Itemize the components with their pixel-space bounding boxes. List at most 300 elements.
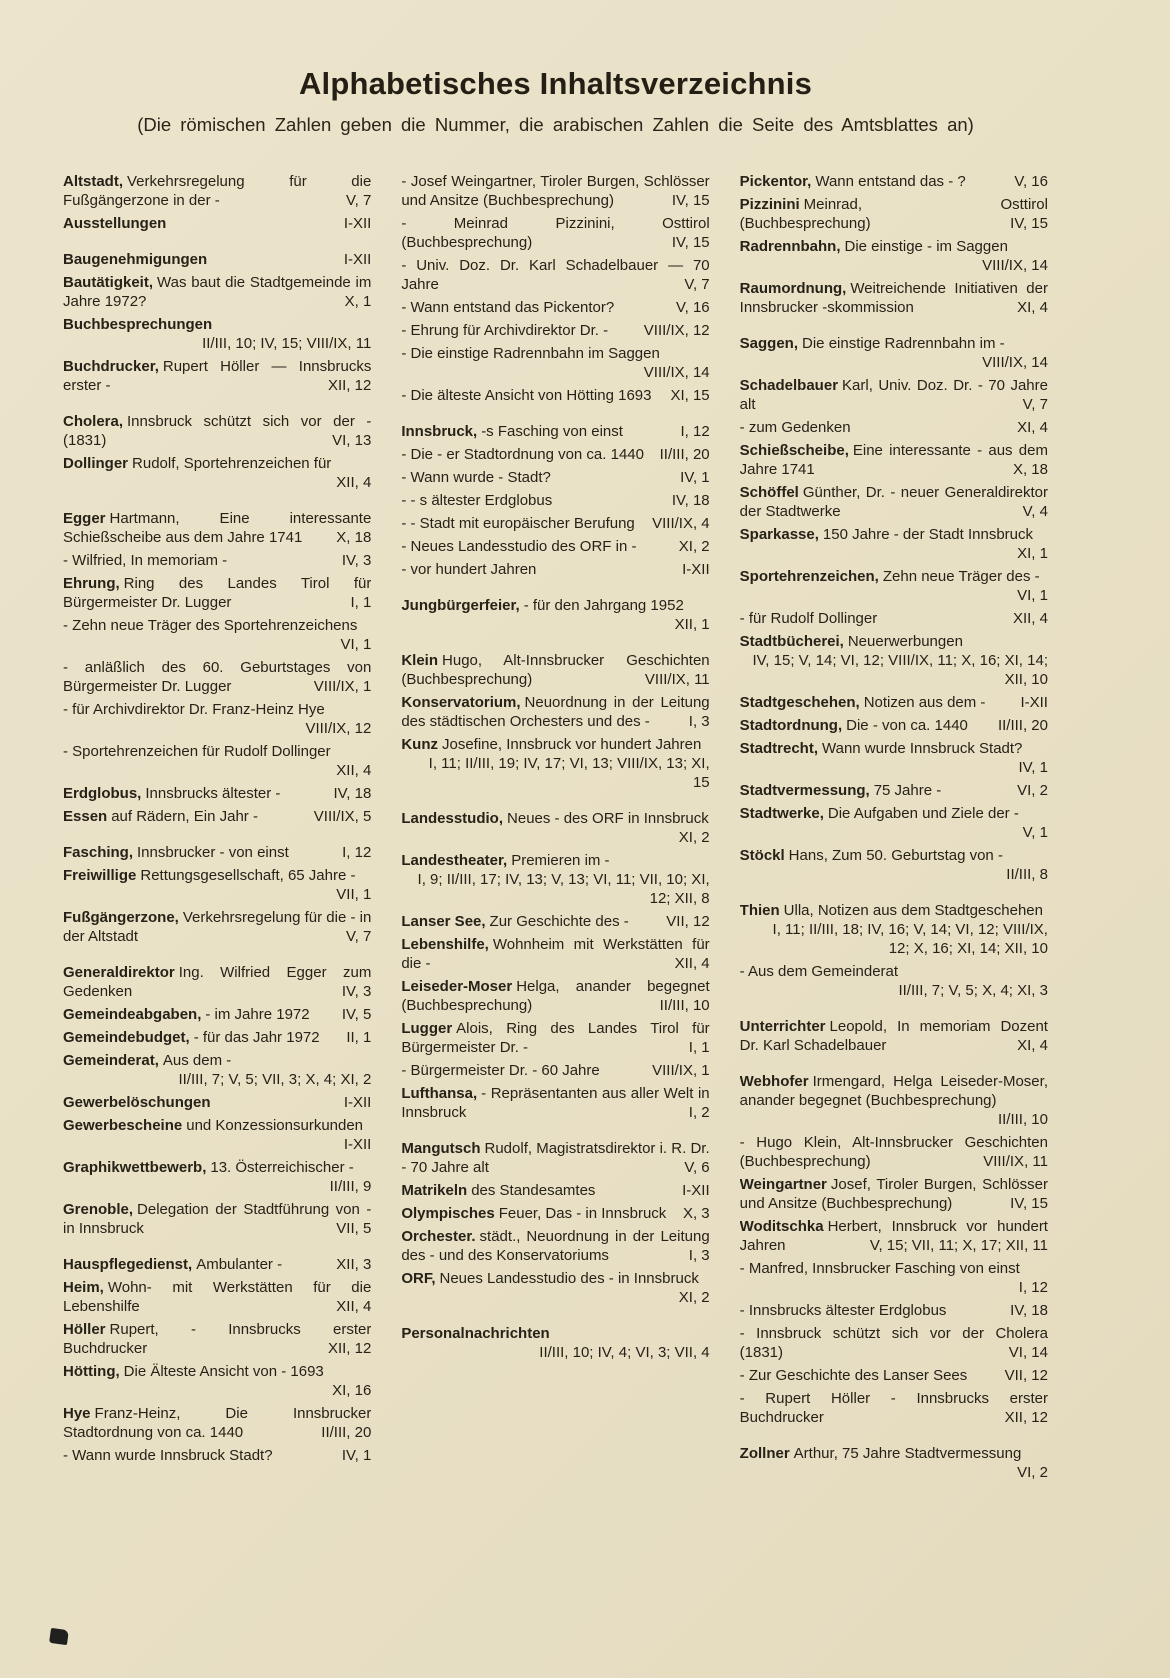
entry-text: - für Archivdirektor Dr. Franz-Heinz Hye (63, 701, 325, 718)
entry-ref: XII, 3 (336, 1256, 372, 1273)
entry-headword: Stadtordnung, (739, 717, 843, 734)
entry-headword: Egger (63, 510, 106, 527)
entry-text: Feuer, Das - in Innsbruck (498, 1205, 667, 1222)
index-entry (401, 651, 709, 689)
index-entry (401, 977, 709, 1015)
entry-ref: XI, 2 (678, 538, 710, 555)
entry-ref: X, 18 (336, 529, 372, 546)
index-entry (63, 616, 371, 654)
index-entry (401, 1019, 709, 1057)
entry-ref: V, 7 (684, 276, 710, 293)
entry-text: städt., Neuordnung in der Leitung des - und des Konservatoriums (401, 1228, 710, 1264)
entry-ref: VIII/IX, 1 (313, 678, 372, 695)
index-entry (740, 441, 1048, 479)
entry-ref: XI, 2 (678, 829, 710, 846)
index-entry (740, 1301, 1048, 1320)
entry-ref: I-XII (682, 561, 710, 578)
entry-ref: IV, 15 (1010, 215, 1048, 232)
entry-headword: Gewerbescheine (63, 1117, 183, 1134)
entry-ref: I, 9; II/III, 17; IV, 13; V, 13; VI, 11; VII, 10; XI, 12; XII, 8 (417, 871, 710, 907)
entry-ref: V, 6 (684, 1159, 710, 1176)
entry-headword: Erdglobus, (63, 785, 142, 802)
index-entry (63, 1362, 371, 1400)
entry-headword: Landestheater, (401, 852, 508, 869)
entry-headword: Bautätigkeit, (63, 274, 154, 291)
entry-headword: Hötting, (63, 1363, 120, 1380)
entry-ref: XII, 4 (1012, 610, 1048, 627)
entry-text: - Neues Landesstudio des ORF in - (401, 538, 637, 555)
index-entry (401, 537, 709, 556)
entry-headword: Stadtrecht, (739, 740, 819, 757)
entry-ref: V, 1 (1022, 824, 1048, 841)
entry-ref: XII, 4 (336, 474, 372, 491)
entry-text: Weitreichende Initiativen der Innsbrucker -skommission (739, 280, 1048, 316)
entry-text: Eine interessante - aus dem Jahre 1741 (739, 442, 1048, 478)
entry-text: - Wann wurde - Stadt? (401, 469, 551, 486)
entry-ref: I-XII (682, 1182, 710, 1199)
entry-text: Irmengard, Helga Leiseder-Moser, anander begegnet (Buchbesprechung) (739, 1073, 1048, 1109)
entry-text: - Die - er Stadtordnung von ca. 1440 (401, 446, 644, 463)
entry-text: Neues Landesstudio des - in Innsbruck (439, 1270, 699, 1287)
entry-ref: X, 3 (682, 1205, 710, 1222)
entry-headword: Hye (63, 1405, 91, 1422)
entry-text: - Zur Geschichte des Lanser Sees (739, 1367, 968, 1384)
entry-text: Wann entstand das - ? (815, 173, 966, 190)
entry-headword: Fasching, (63, 844, 134, 861)
entry-text: - Rupert Höller - Innsbrucks erster Buchdrucker (739, 1390, 1048, 1426)
entry-headword: Baugenehmigungen (63, 251, 208, 268)
entry-text: 75 Jahre - (873, 782, 942, 799)
index-entry (740, 716, 1048, 735)
entry-headword: Jungbürgerfeier, (401, 597, 520, 614)
entry-ref: XII, 4 (336, 1298, 372, 1315)
index-entry (401, 468, 709, 487)
index-entry (401, 214, 709, 252)
index-entry (63, 1278, 371, 1316)
entry-text: Rettungsgesellschaft, 65 Jahre - (140, 867, 356, 884)
entry-headword: Fußgängerzone, (63, 909, 179, 926)
entry-text: Premieren im - (511, 852, 610, 869)
entry-text: Verkehrsregelung für die Fußgängerzone in der - (63, 173, 372, 209)
entry-text: - Wilfried, In memoriam - (63, 552, 228, 569)
entry-text: auf Rädern, Ein Jahr - (111, 808, 258, 825)
index-entry (63, 1158, 371, 1196)
entry-text: Hans, Zum 50. Geburtstag von - (788, 847, 1003, 864)
entry-text: Arthur, 75 Jahre Stadtvermessung (793, 1445, 1022, 1462)
entry-text: - Aus dem Gemeinderat (739, 963, 899, 980)
entry-headword: Dollinger (63, 455, 129, 472)
entry-headword: Buchbesprechungen (63, 316, 213, 333)
entry-headword: Saggen, (739, 335, 799, 352)
index-entry (740, 1133, 1048, 1171)
index-entry (63, 1404, 371, 1442)
index-entry (740, 609, 1048, 628)
entry-headword: Konservatorium, (401, 694, 521, 711)
index-entry (63, 843, 371, 862)
entry-text: - Meinrad Pizzinini, Osttirol (Buchbesprechung) (401, 215, 710, 251)
entry-text: - Wann wurde Innsbruck Stadt? (63, 1447, 273, 1464)
entry-text: Wann wurde Innsbruck Stadt? (822, 740, 1023, 757)
entry-ref: VIII/IX, 12 (643, 322, 710, 339)
entry-headword: Buchdrucker, (63, 358, 159, 375)
entry-headword: Essen (63, 808, 108, 825)
index-entry (63, 784, 371, 803)
entry-ref: V, 7 (1022, 396, 1048, 413)
index-entry (63, 551, 371, 570)
entry-ref: XI, 16 (332, 1382, 372, 1399)
entry-ref: VIII/IX, 11 (983, 1153, 1048, 1170)
entry-text: Ulla, Notizen aus dem Stadtgeschehen (783, 902, 1043, 919)
index-entry (63, 658, 371, 696)
entry-text: und Konzessionsurkunden (186, 1117, 364, 1134)
scan-artifact-mark (49, 1628, 69, 1645)
entry-ref: I-XII (343, 1136, 372, 1153)
index-entry (401, 298, 709, 317)
index-entry (740, 1217, 1048, 1255)
entry-ref: I-XII (343, 251, 372, 268)
entry-text: Die Aufgaben und Ziele der - (827, 805, 1019, 822)
page-title: Alphabetisches Inhaltsverzeichnis (298, 66, 813, 101)
entry-ref: VII, 12 (666, 913, 710, 930)
entry-headword: Kunz (401, 736, 438, 753)
index-columns (63, 172, 1048, 1486)
index-entry (63, 574, 371, 612)
entry-text: - Manfred, Innsbrucker Fasching von einst (739, 1260, 1020, 1277)
entry-ref: IV, 18 (671, 492, 710, 509)
entry-text: - Die einstige Radrennbahn im Saggen (401, 345, 660, 362)
index-entry (401, 596, 709, 634)
entry-text: Die Älteste Ansicht von - 1693 (123, 1363, 324, 1380)
entry-text: Herbert, Innsbruck vor hundert Jahren (739, 1218, 1048, 1254)
entry-ref: II, 1 (346, 1029, 372, 1046)
entry-ref: XI, 4 (1017, 299, 1048, 316)
entry-headword: ORF, (401, 1270, 436, 1287)
entry-ref: II/III, 10 (997, 1111, 1048, 1128)
entry-ref: VIII/IX, 1 (652, 1062, 710, 1079)
entry-text: Hugo, Alt-Innsbrucker Geschichten (Buchbesprechung) (401, 652, 710, 688)
entry-ref: IV, 3 (341, 983, 372, 1000)
entry-ref: II/III, 10; IV, 15; VIII/IX, 11 (202, 335, 372, 352)
entry-text: - zum Gedenken (739, 419, 851, 436)
entry-headword: Webhofer (739, 1073, 809, 1090)
index-entry (63, 742, 371, 780)
entry-headword: Stadtgeschehen, (739, 694, 860, 711)
entry-ref: IV, 15 (671, 192, 710, 209)
index-entry (401, 1139, 709, 1177)
index-entry (63, 1093, 371, 1112)
index-entry (63, 273, 371, 311)
entry-text: Helga, anander begegnet (Buchbesprechung) (401, 978, 710, 1014)
entry-ref: VI, 2 (1017, 1464, 1048, 1481)
entry-text: Aus dem - (162, 1052, 232, 1069)
entry-ref: V, 7 (346, 192, 372, 209)
entry-text: - für Rudolf Dollinger (739, 610, 878, 627)
entry-text: Karl, Univ. Doz. Dr. - 70 Jahre alt (739, 377, 1048, 413)
entry-headword: Sportehrenzeichen, (739, 568, 879, 585)
entry-text: Josef, Tiroler Burgen, Schlösser und Ansitze (Buchbesprechung) (739, 1176, 1048, 1212)
index-entry (401, 321, 709, 340)
entry-ref: II/III, 7; V, 5; VII, 3; X, 4; XI, 2 (178, 1071, 372, 1088)
index-entry (740, 804, 1048, 842)
entry-text: - Hugo Klein, Alt-Innsbrucker Geschichten (Buchbesprechung) (739, 1134, 1048, 1170)
entry-ref: XI, 4 (1017, 419, 1048, 436)
entry-ref: VII, 1 (336, 886, 372, 903)
entry-ref: I-XII (1020, 694, 1048, 711)
entry-ref: IV, 18 (333, 785, 372, 802)
entry-ref: X, 18 (1012, 461, 1048, 478)
entry-ref: XII, 4 (336, 762, 372, 779)
entry-headword: Klein (401, 652, 439, 669)
index-entry (740, 1175, 1048, 1213)
entry-text: Notizen aus dem - (863, 694, 986, 711)
entry-ref: VI, 13 (332, 432, 372, 449)
entry-text: - anläßlich des 60. Geburtstages von Bürgermeister Dr. Lugger (63, 659, 372, 695)
entry-headword: Höller (63, 1321, 106, 1338)
index-entry (63, 1320, 371, 1358)
entry-headword: Gewerbelöschungen (63, 1094, 211, 1111)
index-entry (401, 491, 709, 510)
entry-text: - - s ältester Erdglobus (401, 492, 553, 509)
entry-text: Alois, Ring des Landes Tirol für Bürgermeister Dr. - (401, 1020, 710, 1056)
entry-text: - Innsbruck schützt sich vor der Cholera (1831) (739, 1325, 1048, 1361)
index-entry (740, 632, 1048, 689)
entry-text: Ambulanter - (196, 1256, 283, 1273)
entry-headword: Schießscheibe, (739, 442, 849, 459)
index-entry (401, 1269, 709, 1307)
index-entry (401, 735, 709, 792)
entry-ref: VI, 2 (1017, 782, 1048, 799)
index-entry (401, 514, 709, 533)
entry-text: Innsbrucks ältester - (145, 785, 281, 802)
entry-headword: Raumordnung, (739, 280, 847, 297)
entry-headword: Lufthansa, (401, 1085, 478, 1102)
entry-text: Verkehrsregelung für die - in der Altstadt (63, 909, 372, 945)
entry-text: - Bürgermeister Dr. - 60 Jahre (401, 1062, 600, 1079)
entry-text: - - Stadt mit europäischer Berufung (401, 515, 635, 532)
entry-ref: I, 12 (342, 844, 372, 861)
index-entry (63, 509, 371, 547)
entry-text: Was baut die Stadtgemeinde im Jahre 1972? (63, 274, 372, 310)
index-entry (740, 901, 1048, 958)
index-entry (740, 195, 1048, 233)
entry-text: - Repräsentanten aus aller Welt in Innsbruck (401, 1085, 710, 1121)
index-entry (401, 386, 709, 405)
entry-ref: VI, 1 (340, 636, 372, 653)
entry-ref: VIII/IX, 11 (644, 671, 710, 688)
index-entry (401, 1181, 709, 1200)
entry-text: Neuerwerbungen (847, 633, 963, 650)
entry-ref: I-XII (343, 215, 372, 232)
index-entry (63, 412, 371, 450)
entry-headword: Personalnachrichten (401, 1325, 550, 1342)
index-entry (740, 279, 1048, 317)
entry-headword: Cholera, (63, 413, 124, 430)
entry-headword: Stadtvermessung, (739, 782, 870, 799)
index-entry (740, 1072, 1048, 1129)
entry-ref: XII, 4 (674, 955, 710, 972)
entry-ref: II/III, 20 (321, 1424, 372, 1441)
index-entry (740, 693, 1048, 712)
entry-ref: IV, 3 (341, 552, 372, 569)
index-entry (401, 851, 709, 908)
entry-ref: VIII/IX, 4 (652, 515, 710, 532)
index-entry (740, 962, 1048, 1000)
entry-ref: XI, 15 (670, 387, 710, 404)
entry-ref: VIII/IX, 14 (982, 257, 1048, 274)
entry-ref: VIII/IX, 5 (313, 808, 372, 825)
index-entry (740, 1259, 1048, 1297)
entry-headword: Schöffel (739, 484, 799, 501)
entry-headword: Stadtbücherei, (739, 633, 844, 650)
page-subtitle: (Die römischen Zahlen geben die Nummer, die arabischen Zahlen die Seite des Amtsblattes an) (137, 114, 974, 135)
entry-text: - Univ. Doz. Dr. Karl Schadelbauer — 70 Jahre (401, 257, 710, 293)
entry-text: Günther, Dr. - neuer Generaldirektor der Stadtwerke (739, 484, 1048, 520)
entry-text: Die einstige - im Saggen (844, 238, 1008, 255)
entry-headword: Stadtwerke, (739, 805, 824, 822)
entry-text: Die - von ca. 1440 (846, 717, 968, 734)
entry-headword: Gemeindebudget, (63, 1029, 190, 1046)
entry-text: Rudolf, Sportehrenzeichen für (132, 455, 332, 472)
entry-ref: I, 2 (688, 1104, 710, 1121)
entry-headword: Schadelbauer (739, 377, 839, 394)
entry-headword: Unterrichter (739, 1018, 826, 1035)
entry-ref: I, 1 (350, 594, 372, 611)
entry-ref: IV, 15 (671, 234, 710, 251)
entry-text: - für das Jahr 1972 (193, 1029, 320, 1046)
entry-headword: Graphikwettbewerb, (63, 1159, 207, 1176)
entry-headword: Weingartner (739, 1176, 827, 1193)
entry-text: - Sportehrenzeichen für Rudolf Dollinger (63, 743, 331, 760)
entry-ref: VI, 14 (1008, 1344, 1048, 1361)
entry-ref: I, 11; II/III, 19; IV, 17; VI, 13; VIII/IX, 13; XI, 15 (428, 755, 710, 791)
index-entry (401, 445, 709, 464)
index-entry (401, 809, 709, 847)
entry-headword: Gemeindeabgaben, (63, 1006, 202, 1023)
entry-text: Neuordnung in der Leitung des städtischen Orchesters und des - (401, 694, 710, 730)
index-entry (401, 693, 709, 731)
index-entry (740, 846, 1048, 884)
index-entry (401, 935, 709, 973)
index-entry (63, 963, 371, 1001)
index-entry (740, 1324, 1048, 1362)
entry-headword: Olympisches (401, 1205, 495, 1222)
entry-ref: V, 16 (676, 299, 710, 316)
entry-headword: Radrennbahn, (739, 238, 841, 255)
index-entry (401, 422, 709, 441)
entry-headword: Grenoble, (63, 1201, 134, 1218)
entry-ref: VIII/IX, 14 (982, 354, 1048, 371)
entry-headword: Matrikeln (401, 1182, 468, 1199)
index-entry (401, 344, 709, 382)
entry-text: - vor hundert Jahren (401, 561, 537, 578)
entry-headword: Thien (739, 902, 780, 919)
index-entry (401, 256, 709, 294)
entry-text: 13. Österreichischer - (210, 1159, 354, 1176)
index-entry (740, 525, 1048, 563)
entry-headword: Heim, (63, 1279, 104, 1296)
entry-text: -s Fasching von einst (481, 423, 623, 440)
entry-text: - Innsbrucks ältester Erdglobus (739, 1302, 947, 1319)
entry-headword: Lugger (401, 1020, 453, 1037)
entry-text: Rupert, - Innsbrucks erster Buchdrucker (63, 1321, 372, 1357)
entry-text: Die einstige Radrennbahn im - (802, 335, 1005, 352)
entry-ref: VIII/IX, 14 (643, 364, 710, 381)
entry-ref: II/III, 10 (659, 997, 710, 1014)
entry-ref: IV, 1 (1018, 759, 1048, 776)
index-entry (63, 357, 371, 395)
index-entry (740, 1389, 1048, 1427)
index-entry (740, 172, 1048, 191)
entry-headword: Woditschka (739, 1218, 824, 1235)
index-entry (740, 483, 1048, 521)
index-entry (740, 567, 1048, 605)
entry-text: - Josef Weingartner, Tiroler Burgen, Schlösser und Ansitze (Buchbesprechung) (401, 173, 710, 209)
index-entry (63, 1051, 371, 1089)
entry-ref: VII, 5 (336, 1220, 372, 1237)
index-entry (63, 172, 371, 210)
entry-text: - Zehn neue Träger des Sportehrenzeichens (63, 617, 358, 634)
entry-headword: Orchester. (401, 1228, 476, 1245)
entry-ref: XI, 2 (678, 1289, 710, 1306)
entry-headword: Freiwillige (63, 867, 137, 884)
entry-headword: Ausstellungen (63, 215, 167, 232)
index-entry (740, 334, 1048, 372)
entry-text: Ing. Wilfried Egger zum Gedenken (63, 964, 372, 1000)
index-entry (401, 172, 709, 210)
entry-text: - im Jahre 1972 (205, 1006, 310, 1023)
index-entry (401, 560, 709, 579)
entry-ref: I, 12 (680, 423, 710, 440)
index-entry (401, 1324, 709, 1362)
entry-ref: XII, 1 (674, 616, 710, 633)
index-column (740, 172, 1048, 1486)
entry-headword: Altstadt, (63, 173, 123, 190)
entry-ref: IV, 5 (341, 1006, 372, 1023)
entry-text: - Die älteste Ansicht von Hötting 1693 (401, 387, 652, 404)
entry-ref: XII, 12 (1004, 1409, 1048, 1426)
entry-headword: Pizzinini (739, 196, 800, 213)
index-entry (63, 807, 371, 826)
entry-ref: V, 15; VII, 11; X, 17; XII, 11 (869, 1237, 1048, 1254)
entry-ref: IV, 18 (1010, 1302, 1048, 1319)
index-column (63, 172, 371, 1486)
entry-text: Innsbrucker - von einst (137, 844, 289, 861)
index-entry (740, 781, 1048, 800)
index-entry (63, 1446, 371, 1465)
entry-text: Neues - des ORF in Innsbruck (507, 810, 709, 827)
entry-text: Zehn neue Träger des - (882, 568, 1040, 585)
index-entry (63, 1255, 371, 1274)
entry-headword: Innsbruck, (401, 423, 478, 440)
entry-text: Rupert Höller — Innsbrucks erster - (63, 358, 372, 394)
entry-ref: VI, 1 (1017, 587, 1048, 604)
entry-text: Rudolf, Magistratsdirektor i. R. Dr. - 70 Jahre alt (401, 1140, 710, 1176)
entry-ref: XII, 12 (327, 377, 372, 394)
entry-ref: I, 1 (688, 1039, 710, 1056)
entry-headword: Landesstudio, (401, 810, 504, 827)
index-entry (401, 912, 709, 931)
entry-ref: V, 7 (346, 928, 372, 945)
entry-headword: Hauspflegedienst, (63, 1256, 193, 1273)
entry-ref: IV, 1 (341, 1447, 372, 1464)
entry-headword: Generaldirektor (63, 964, 175, 981)
index-entry (63, 1200, 371, 1238)
entry-text: Meinrad, Osttirol (Buchbesprechung) (739, 196, 1048, 232)
entry-ref: IV, 1 (680, 469, 710, 486)
entry-ref: X, 1 (344, 293, 372, 310)
entry-ref: II/III, 9 (329, 1178, 372, 1195)
entry-headword: Stöckl (739, 847, 785, 864)
